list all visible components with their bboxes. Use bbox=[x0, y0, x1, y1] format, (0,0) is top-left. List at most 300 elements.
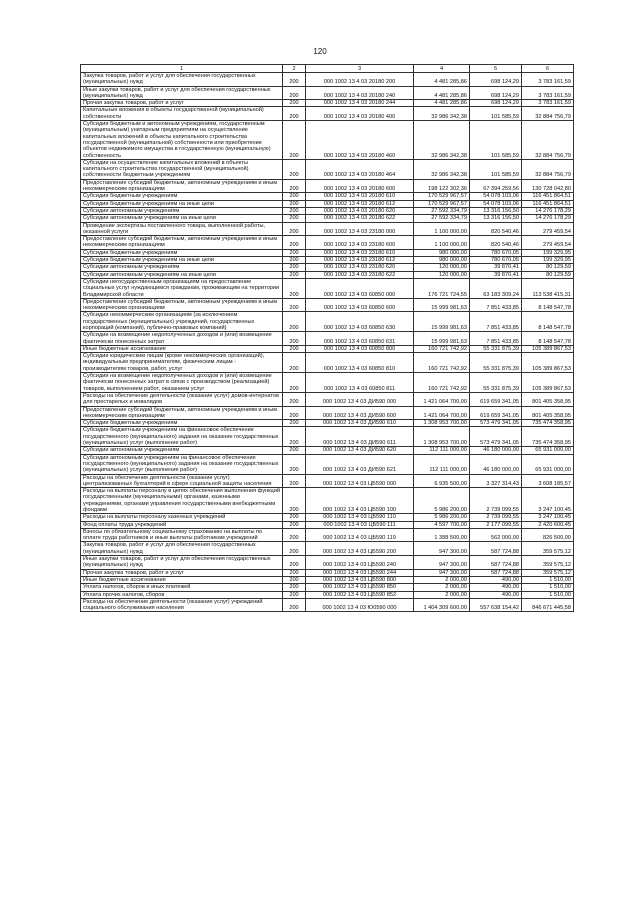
row-name-cell: Расходы на обеспечение деятельности (оказание услуг) домов-интернатов для престарелых и инвалидов bbox=[81, 392, 283, 406]
table-row bbox=[81, 73, 574, 87]
row-kbk-cell: 000 1002 13 4 03 20180 400 bbox=[306, 107, 414, 121]
row-kbk-cell: 000 1002 13 4 03 ЦБ590 110 bbox=[306, 514, 414, 521]
row-name-cell: Проведение экспертизы поставленного товара, выполненной работы, оказанной услуги bbox=[81, 222, 283, 236]
row-code-cell: 200 bbox=[283, 345, 306, 352]
row-unexecuted-cell: 3 608 185,57 bbox=[522, 474, 574, 488]
column-header: 3 bbox=[306, 65, 414, 73]
table-row bbox=[81, 569, 574, 576]
header-row bbox=[81, 65, 574, 73]
row-approved-cell: 947 300,00 bbox=[414, 542, 470, 556]
row-code-cell: 200 bbox=[283, 353, 306, 373]
row-executed-cell: 820 540,46 bbox=[470, 222, 522, 236]
row-unexecuted-cell: 2 420 600,45 bbox=[522, 521, 574, 528]
row-name-cell: Уплата налогов, сборов и иных платежей bbox=[81, 584, 283, 591]
row-executed-cell: 2 177 099,55 bbox=[470, 521, 522, 528]
row-name-cell: Субсидии бюджетным учреждениям на иные цели bbox=[81, 257, 283, 264]
row-unexecuted-cell: 105 389 867,53 bbox=[522, 345, 574, 352]
table-row bbox=[81, 271, 574, 278]
row-unexecuted-cell: 80 129,59 bbox=[522, 271, 574, 278]
row-approved-cell: 947 300,00 bbox=[414, 569, 470, 576]
table-row bbox=[81, 584, 574, 591]
row-kbk-cell: 000 1002 13 4 03 ЦБ590 119 bbox=[306, 528, 414, 542]
row-unexecuted-cell: 359 575,12 bbox=[522, 556, 574, 570]
row-unexecuted-cell: 80 129,59 bbox=[522, 264, 574, 271]
row-name-cell: Взносы по обязательному социальному страхованию на выплаты по оплате труда работников и иные выплаты работникам учреждений bbox=[81, 528, 283, 542]
row-unexecuted-cell: 801 405 358,95 bbox=[522, 392, 574, 406]
row-approved-cell: 27 592 334,79 bbox=[414, 215, 470, 222]
row-code-cell: 200 bbox=[283, 420, 306, 427]
table-row bbox=[81, 591, 574, 598]
row-code-cell: 200 bbox=[283, 73, 306, 87]
row-executed-cell: 587 724,88 bbox=[470, 556, 522, 570]
table-row bbox=[81, 514, 574, 521]
table-body bbox=[81, 73, 574, 612]
row-unexecuted-cell: 113 538 415,31 bbox=[522, 278, 574, 298]
row-kbk-cell: 000 1002 13 4 03 ЦБ590 200 bbox=[306, 542, 414, 556]
row-name-cell: Уплата прочих налогов, сборов bbox=[81, 591, 283, 598]
row-executed-cell: 780 670,05 bbox=[470, 257, 522, 264]
row-executed-cell: 13 316 156,50 bbox=[470, 215, 522, 222]
row-code-cell: 200 bbox=[283, 312, 306, 332]
row-approved-cell: 6 935 500,00 bbox=[414, 474, 470, 488]
row-kbk-cell: 000 1002 13 4 03 ЦБ590 111 bbox=[306, 521, 414, 528]
row-kbk-cell: 000 1002 13 4 03 23180 610 bbox=[306, 249, 414, 256]
row-kbk-cell: 000 1002 13 4 03 ДИ590 000 bbox=[306, 392, 414, 406]
row-executed-cell: 55 331 875,39 bbox=[470, 353, 522, 373]
row-name-cell: Субсидии автономным учреждениям на иные цели bbox=[81, 215, 283, 222]
row-kbk-cell: 000 1002 13 4 03 ДИ590 600 bbox=[306, 406, 414, 420]
row-approved-cell: 112 111 000,00 bbox=[414, 447, 470, 454]
row-kbk-cell: 000 1002 13 4 03 20180 240 bbox=[306, 86, 414, 100]
row-kbk-cell: 000 1002 13 4 03 20180 610 bbox=[306, 193, 414, 200]
row-name-cell: Субсидии автономным учреждениям на иные цели bbox=[81, 271, 283, 278]
row-code-cell: 200 bbox=[283, 100, 306, 107]
row-unexecuted-cell: 8 148 547,78 bbox=[522, 332, 574, 346]
row-unexecuted-cell: 130 728 042,80 bbox=[522, 179, 574, 193]
row-approved-cell: 5 986 200,00 bbox=[414, 488, 470, 514]
row-name-cell: Иные закупки товаров, работ и услуг для обеспечения государственных (муниципальных) нужд bbox=[81, 86, 283, 100]
row-executed-cell: 46 180 000,00 bbox=[470, 454, 522, 474]
row-kbk-cell: 000 1002 13 4 03 23180 600 bbox=[306, 236, 414, 250]
row-name-cell: Фонд оплаты труда учреждений bbox=[81, 521, 283, 528]
row-code-cell: 200 bbox=[283, 179, 306, 193]
row-code-cell: 200 bbox=[283, 392, 306, 406]
row-code-cell: 200 bbox=[283, 556, 306, 570]
table-row bbox=[81, 521, 574, 528]
table-row bbox=[81, 474, 574, 488]
row-approved-cell: 32 986 342,38 bbox=[414, 121, 470, 160]
row-kbk-cell: 000 1002 13 4 03 60850 000 bbox=[306, 278, 414, 298]
row-executed-cell: 490,00 bbox=[470, 584, 522, 591]
row-approved-cell: 4 481 285,86 bbox=[414, 100, 470, 107]
page-number: 120 bbox=[313, 47, 327, 56]
row-executed-cell: 39 870,41 bbox=[470, 271, 522, 278]
row-approved-cell: 27 592 334,79 bbox=[414, 207, 470, 214]
table-row bbox=[81, 278, 574, 298]
row-name-cell: Иные бюджетные ассигнования bbox=[81, 576, 283, 583]
row-unexecuted-cell: 1 510,00 bbox=[522, 591, 574, 598]
row-name-cell: Предоставление субсидий бюджетным, автономным учреждениям и иным некоммерческим организациям bbox=[81, 406, 283, 420]
row-approved-cell: 1 421 064 700,00 bbox=[414, 406, 470, 420]
row-unexecuted-cell: 3 783 161,59 bbox=[522, 73, 574, 87]
row-code-cell: 200 bbox=[283, 207, 306, 214]
row-code-cell: 200 bbox=[283, 193, 306, 200]
row-kbk-cell: 000 1002 13 4 03 Ю0590 000 bbox=[306, 598, 414, 612]
row-kbk-cell: 000 1002 13 4 03 20180 200 bbox=[306, 73, 414, 87]
row-code-cell: 200 bbox=[283, 591, 306, 598]
row-approved-cell: 176 721 724,55 bbox=[414, 278, 470, 298]
row-kbk-cell: 000 1002 13 4 03 60850 810 bbox=[306, 353, 414, 373]
row-unexecuted-cell: 32 884 756,79 bbox=[522, 121, 574, 160]
row-code-cell: 200 bbox=[283, 86, 306, 100]
row-code-cell: 200 bbox=[283, 584, 306, 591]
row-executed-cell: 54 078 103,06 bbox=[470, 200, 522, 207]
table-row bbox=[81, 447, 574, 454]
row-unexecuted-cell: 105 389 867,53 bbox=[522, 353, 574, 373]
table-row bbox=[81, 121, 574, 160]
row-executed-cell: 698 124,29 bbox=[470, 73, 522, 87]
row-code-cell: 200 bbox=[283, 215, 306, 222]
row-approved-cell: 15 999 981,63 bbox=[414, 332, 470, 346]
table-row bbox=[81, 100, 574, 107]
table-row bbox=[81, 488, 574, 514]
row-unexecuted-cell: 1 510,00 bbox=[522, 576, 574, 583]
table-row bbox=[81, 454, 574, 474]
row-name-cell: Субсидии на возмещение недополученных доходов и (или) возмещение фактически понесенных затрат bbox=[81, 332, 283, 346]
table-row bbox=[81, 200, 574, 207]
row-code-cell: 200 bbox=[283, 249, 306, 256]
row-kbk-cell: 000 1002 13 4 03 23180 612 bbox=[306, 257, 414, 264]
row-executed-cell: 573 479 341,05 bbox=[470, 420, 522, 427]
row-code-cell: 200 bbox=[283, 373, 306, 393]
row-code-cell: 200 bbox=[283, 298, 306, 312]
row-unexecuted-cell: 3 783 161,59 bbox=[522, 100, 574, 107]
row-unexecuted-cell: 359 575,12 bbox=[522, 569, 574, 576]
row-approved-cell: 32 986 342,38 bbox=[414, 107, 470, 121]
row-code-cell: 200 bbox=[283, 528, 306, 542]
row-kbk-cell: 000 1002 13 4 03 ЦБ590 240 bbox=[306, 556, 414, 570]
row-kbk-cell: 000 1002 13 4 03 23180 620 bbox=[306, 264, 414, 271]
row-unexecuted-cell: 359 575,12 bbox=[522, 542, 574, 556]
row-name-cell: Закупка товаров, работ и услуг для обеспечения государственных (муниципальных) нужд bbox=[81, 542, 283, 556]
row-unexecuted-cell: 1 510,00 bbox=[522, 584, 574, 591]
row-name-cell: Закупка товаров, работ и услуг для обеспечения государственных (муниципальных) нужд bbox=[81, 73, 283, 87]
row-approved-cell: 198 122 302,36 bbox=[414, 179, 470, 193]
table-row bbox=[81, 179, 574, 193]
row-approved-cell: 2 000,00 bbox=[414, 576, 470, 583]
column-header: 1 bbox=[81, 65, 283, 73]
row-kbk-cell: 000 1002 13 4 03 ЦБ590 000 bbox=[306, 474, 414, 488]
row-unexecuted-cell: 3 783 161,59 bbox=[522, 86, 574, 100]
row-kbk-cell: 000 1002 13 4 03 20180 244 bbox=[306, 100, 414, 107]
row-kbk-cell: 000 1002 13 4 03 ЦБ590 244 bbox=[306, 569, 414, 576]
row-approved-cell: 4 597 700,00 bbox=[414, 521, 470, 528]
row-approved-cell: 980 000,00 bbox=[414, 249, 470, 256]
row-executed-cell: 619 659 341,05 bbox=[470, 406, 522, 420]
row-approved-cell: 170 529 967,57 bbox=[414, 200, 470, 207]
row-code-cell: 200 bbox=[283, 488, 306, 514]
row-approved-cell: 1 388 500,00 bbox=[414, 528, 470, 542]
row-kbk-cell: 000 1002 13 4 03 ЦБ590 800 bbox=[306, 576, 414, 583]
row-unexecuted-cell: 8 148 547,78 bbox=[522, 312, 574, 332]
table-row bbox=[81, 159, 574, 179]
row-executed-cell: 7 851 433,85 bbox=[470, 298, 522, 312]
row-name-cell: Предоставление субсидий бюджетным, автономным учреждениям и иным некоммерческим организациям bbox=[81, 236, 283, 250]
row-code-cell: 200 bbox=[283, 159, 306, 179]
row-executed-cell: 7 851 433,85 bbox=[470, 332, 522, 346]
row-code-cell: 200 bbox=[283, 576, 306, 583]
row-name-cell: Субсидии на осуществление капитальных вложений в объекты капитального строительства государственной (муниципальной) собственности бюджетным учреждениям bbox=[81, 159, 283, 179]
column-header: 2 bbox=[283, 65, 306, 73]
row-approved-cell: 1 100 000,00 bbox=[414, 222, 470, 236]
column-header: 6 bbox=[522, 65, 574, 73]
row-kbk-cell: 000 1002 13 4 03 60850 600 bbox=[306, 298, 414, 312]
row-unexecuted-cell: 735 474 358,95 bbox=[522, 420, 574, 427]
row-name-cell: Расходы на обеспечение деятельности (оказание услуг) централизованных бухгалтерий в сфере социальной защиты населения bbox=[81, 474, 283, 488]
row-name-cell: Субсидии бюджетным учреждениям bbox=[81, 193, 283, 200]
row-kbk-cell: 000 1002 13 4 03 20180 620 bbox=[306, 207, 414, 214]
table-row bbox=[81, 373, 574, 393]
row-approved-cell: 32 986 342,38 bbox=[414, 159, 470, 179]
row-unexecuted-cell: 116 451 864,51 bbox=[522, 200, 574, 207]
table-row bbox=[81, 207, 574, 214]
row-kbk-cell: 000 1002 13 4 03 ДИ590 620 bbox=[306, 447, 414, 454]
row-unexecuted-cell: 279 459,54 bbox=[522, 222, 574, 236]
row-executed-cell: 698 124,29 bbox=[470, 100, 522, 107]
row-unexecuted-cell: 199 329,95 bbox=[522, 249, 574, 256]
row-approved-cell: 4 481 285,86 bbox=[414, 73, 470, 87]
table-row bbox=[81, 257, 574, 264]
table-row bbox=[81, 264, 574, 271]
row-code-cell: 200 bbox=[283, 107, 306, 121]
row-executed-cell: 557 638 154,42 bbox=[470, 598, 522, 612]
row-unexecuted-cell: 105 389 867,53 bbox=[522, 373, 574, 393]
row-executed-cell: 780 670,05 bbox=[470, 249, 522, 256]
row-kbk-cell: 000 1002 13 4 03 ДИ590 610 bbox=[306, 420, 414, 427]
row-kbk-cell: 000 1002 13 4 03 20180 622 bbox=[306, 215, 414, 222]
budget-table bbox=[80, 64, 574, 612]
row-executed-cell: 698 124,29 bbox=[470, 86, 522, 100]
row-executed-cell: 490,00 bbox=[470, 576, 522, 583]
table-row bbox=[81, 576, 574, 583]
row-name-cell: Субсидии юридическим лицам (кроме некоммерческих организаций), индивидуальным предпринимателям, физическим лицам - производителям товаров, работ, услуг bbox=[81, 353, 283, 373]
table-row bbox=[81, 332, 574, 346]
row-kbk-cell: 000 1002 13 4 03 ДИ590 611 bbox=[306, 427, 414, 447]
table-row bbox=[81, 353, 574, 373]
row-code-cell: 200 bbox=[283, 222, 306, 236]
row-executed-cell: 587 724,88 bbox=[470, 542, 522, 556]
row-unexecuted-cell: 846 671 445,58 bbox=[522, 598, 574, 612]
row-name-cell: Иные бюджетные ассигнования bbox=[81, 345, 283, 352]
row-kbk-cell: 000 1002 13 4 03 ЦБ590 852 bbox=[306, 591, 414, 598]
column-header: 5 bbox=[470, 65, 522, 73]
row-approved-cell: 120 000,00 bbox=[414, 271, 470, 278]
row-executed-cell: 101 585,59 bbox=[470, 121, 522, 160]
row-name-cell: Субсидии бюджетным учреждениям на финансовое обеспечение государственного (муниципального) задания на оказание государственных (муниципальных) услуг (выполнение работ) bbox=[81, 427, 283, 447]
row-unexecuted-cell: 32 884 756,79 bbox=[522, 107, 574, 121]
table-row bbox=[81, 298, 574, 312]
row-code-cell: 200 bbox=[283, 278, 306, 298]
row-code-cell: 200 bbox=[283, 257, 306, 264]
row-name-cell: Иные закупки товаров, работ и услуг для обеспечения государственных (муниципальных) нужд bbox=[81, 556, 283, 570]
row-code-cell: 200 bbox=[283, 447, 306, 454]
column-header: 4 bbox=[414, 65, 470, 73]
row-approved-cell: 170 529 967,57 bbox=[414, 193, 470, 200]
row-kbk-cell: 000 1002 13 4 03 60850 631 bbox=[306, 332, 414, 346]
row-unexecuted-cell: 14 276 178,29 bbox=[522, 215, 574, 222]
table-row bbox=[81, 392, 574, 406]
row-unexecuted-cell: 801 405 358,95 bbox=[522, 406, 574, 420]
row-unexecuted-cell: 8 148 547,78 bbox=[522, 298, 574, 312]
row-approved-cell: 1 100 000,00 bbox=[414, 236, 470, 250]
table-row bbox=[81, 420, 574, 427]
row-executed-cell: 13 316 156,50 bbox=[470, 207, 522, 214]
row-unexecuted-cell: 65 931 000,00 bbox=[522, 447, 574, 454]
row-name-cell: Субсидии негосударственным организациям на предоставление социальных услуг нуждающимся гражданам, проживающим на территории Владимирской области bbox=[81, 278, 283, 298]
row-executed-cell: 3 327 314,43 bbox=[470, 474, 522, 488]
table-row bbox=[81, 312, 574, 332]
table-row bbox=[81, 215, 574, 222]
row-code-cell: 200 bbox=[283, 542, 306, 556]
table-row bbox=[81, 556, 574, 570]
row-kbk-cell: 000 1002 13 4 03 20180 464 bbox=[306, 159, 414, 179]
row-approved-cell: 5 986 200,00 bbox=[414, 514, 470, 521]
row-approved-cell: 160 721 742,92 bbox=[414, 353, 470, 373]
row-code-cell: 200 bbox=[283, 200, 306, 207]
row-code-cell: 200 bbox=[283, 521, 306, 528]
row-code-cell: 200 bbox=[283, 271, 306, 278]
row-kbk-cell: 000 1002 13 4 03 20180 612 bbox=[306, 200, 414, 207]
row-unexecuted-cell: 3 247 100,45 bbox=[522, 514, 574, 521]
row-kbk-cell: 000 1002 13 4 03 ЦБ590 100 bbox=[306, 488, 414, 514]
row-approved-cell: 947 300,00 bbox=[414, 556, 470, 570]
row-code-cell: 200 bbox=[283, 474, 306, 488]
row-approved-cell: 160 721 742,92 bbox=[414, 373, 470, 393]
table-row bbox=[81, 528, 574, 542]
row-unexecuted-cell: 14 276 178,29 bbox=[522, 207, 574, 214]
row-code-cell: 200 bbox=[283, 514, 306, 521]
row-code-cell: 200 bbox=[283, 406, 306, 420]
row-approved-cell: 120 000,00 bbox=[414, 264, 470, 271]
table-row bbox=[81, 542, 574, 556]
row-unexecuted-cell: 116 451 864,51 bbox=[522, 193, 574, 200]
row-kbk-cell: 000 1002 13 4 03 ЦБ590 850 bbox=[306, 584, 414, 591]
row-name-cell: Расходы на выплаты персоналу в целях обеспечения выполнения функций государственными (муниципальными) органами, казенными учреждениями, органами управления государственными внебюджетными фондами bbox=[81, 488, 283, 514]
row-approved-cell: 160 721 742,92 bbox=[414, 345, 470, 352]
row-name-cell: Прочая закупка товаров, работ и услуг bbox=[81, 100, 283, 107]
row-executed-cell: 39 870,41 bbox=[470, 264, 522, 271]
table-row bbox=[81, 406, 574, 420]
table-row bbox=[81, 236, 574, 250]
row-executed-cell: 55 331 875,39 bbox=[470, 373, 522, 393]
row-name-cell: Прочая закупка товаров, работ и услуг bbox=[81, 569, 283, 576]
row-name-cell: Субсидии бюджетным и автономным учреждениям, государственным (муниципальным) унитарным предприятиям на осуществление капитальных вложений в объекты капитального строительства государственной (муниципальной) собственности или приобретение объектов недвижимого имущества в государственную (муниципальную) собственность bbox=[81, 121, 283, 160]
row-code-cell: 200 bbox=[283, 569, 306, 576]
row-kbk-cell: 000 1002 13 4 03 60850 811 bbox=[306, 373, 414, 393]
row-name-cell: Субсидии бюджетным учреждениям bbox=[81, 249, 283, 256]
row-name-cell: Субсидии автономным учреждениям bbox=[81, 207, 283, 214]
row-kbk-cell: 000 1002 13 4 03 ДИ590 621 bbox=[306, 454, 414, 474]
row-code-cell: 200 bbox=[283, 236, 306, 250]
row-code-cell: 200 bbox=[283, 454, 306, 474]
row-executed-cell: 820 540,46 bbox=[470, 236, 522, 250]
row-code-cell: 200 bbox=[283, 427, 306, 447]
row-approved-cell: 2 000,00 bbox=[414, 591, 470, 598]
table-row bbox=[81, 222, 574, 236]
row-executed-cell: 490,00 bbox=[470, 591, 522, 598]
row-unexecuted-cell: 279 459,54 bbox=[522, 236, 574, 250]
row-executed-cell: 101 585,59 bbox=[470, 107, 522, 121]
row-code-cell: 200 bbox=[283, 264, 306, 271]
row-executed-cell: 7 851 433,85 bbox=[470, 312, 522, 332]
row-kbk-cell: 000 1002 13 4 03 60850 800 bbox=[306, 345, 414, 352]
row-name-cell: Субсидии автономным учреждениям на финансовое обеспечение государственного (муниципального) задания на оказание государственных (муниципальных) услуг (выполнение работ) bbox=[81, 454, 283, 474]
row-name-cell: Капитальные вложения в объекты государственной (муниципальной) собственности bbox=[81, 107, 283, 121]
row-name-cell: Субсидии бюджетным учреждениям bbox=[81, 420, 283, 427]
row-approved-cell: 1 308 953 700,00 bbox=[414, 420, 470, 427]
row-kbk-cell: 000 1002 13 4 03 23180 622 bbox=[306, 271, 414, 278]
row-approved-cell: 980 000,00 bbox=[414, 257, 470, 264]
row-name-cell: Предоставление субсидий бюджетным, автономным учреждениям и иным некоммерческим организациям bbox=[81, 298, 283, 312]
table-row bbox=[81, 86, 574, 100]
row-executed-cell: 2 739 099,55 bbox=[470, 488, 522, 514]
row-unexecuted-cell: 3 247 100,45 bbox=[522, 488, 574, 514]
row-unexecuted-cell: 826 500,00 bbox=[522, 528, 574, 542]
row-approved-cell: 4 481 285,86 bbox=[414, 86, 470, 100]
row-name-cell: Субсидии автономным учреждениям bbox=[81, 264, 283, 271]
table-row bbox=[81, 107, 574, 121]
row-unexecuted-cell: 199 329,95 bbox=[522, 257, 574, 264]
table-row bbox=[81, 427, 574, 447]
row-kbk-cell: 000 1002 13 4 03 60850 630 bbox=[306, 312, 414, 332]
row-code-cell: 200 bbox=[283, 598, 306, 612]
row-name-cell: Субсидии некоммерческим организациям (за исключением государственных (муниципальных) учреждений, государственных корпораций (компаний), публично-правовых компаний) bbox=[81, 312, 283, 332]
row-unexecuted-cell: 65 931 000,00 bbox=[522, 454, 574, 474]
row-executed-cell: 619 659 341,05 bbox=[470, 392, 522, 406]
row-approved-cell: 1 421 064 700,00 bbox=[414, 392, 470, 406]
table-row bbox=[81, 598, 574, 612]
row-executed-cell: 46 180 000,00 bbox=[470, 447, 522, 454]
row-executed-cell: 54 078 103,06 bbox=[470, 193, 522, 200]
row-name-cell: Расходы на обеспечение деятельности (оказание услуг) учреждений социального обслуживания населения bbox=[81, 598, 283, 612]
table-row bbox=[81, 193, 574, 200]
row-approved-cell: 15 999 981,63 bbox=[414, 298, 470, 312]
row-name-cell: Субсидии бюджетным учреждениям на иные цели bbox=[81, 200, 283, 207]
row-unexecuted-cell: 735 474 358,95 bbox=[522, 427, 574, 447]
row-approved-cell: 15 999 981,63 bbox=[414, 312, 470, 332]
table-row bbox=[81, 345, 574, 352]
row-kbk-cell: 000 1002 13 4 03 20180 600 bbox=[306, 179, 414, 193]
row-approved-cell: 112 111 000,00 bbox=[414, 454, 470, 474]
row-kbk-cell: 000 1002 13 4 03 20180 460 bbox=[306, 121, 414, 160]
row-executed-cell: 573 479 341,05 bbox=[470, 427, 522, 447]
row-executed-cell: 587 724,88 bbox=[470, 569, 522, 576]
row-kbk-cell: 000 1002 13 4 03 23180 000 bbox=[306, 222, 414, 236]
row-name-cell: Субсидии автономным учреждениям bbox=[81, 447, 283, 454]
row-executed-cell: 63 183 309,24 bbox=[470, 278, 522, 298]
row-executed-cell: 101 585,59 bbox=[470, 159, 522, 179]
row-unexecuted-cell: 32 884 756,79 bbox=[522, 159, 574, 179]
row-executed-cell: 2 739 099,55 bbox=[470, 514, 522, 521]
row-executed-cell: 67 394 259,56 bbox=[470, 179, 522, 193]
row-approved-cell: 1 404 309 600,00 bbox=[414, 598, 470, 612]
row-name-cell: Предоставление субсидий бюджетным, автономным учреждениям и иным некоммерческим организациям bbox=[81, 179, 283, 193]
row-executed-cell: 55 331 875,39 bbox=[470, 345, 522, 352]
table-row bbox=[81, 249, 574, 256]
row-approved-cell: 2 000,00 bbox=[414, 584, 470, 591]
row-executed-cell: 562 000,00 bbox=[470, 528, 522, 542]
row-name-cell: Субсидии на возмещение недополученных доходов и (или) возмещение фактически понесенных затрат в связи с производством (реализацией) товаров, выполнением работ, оказанием услуг bbox=[81, 373, 283, 393]
